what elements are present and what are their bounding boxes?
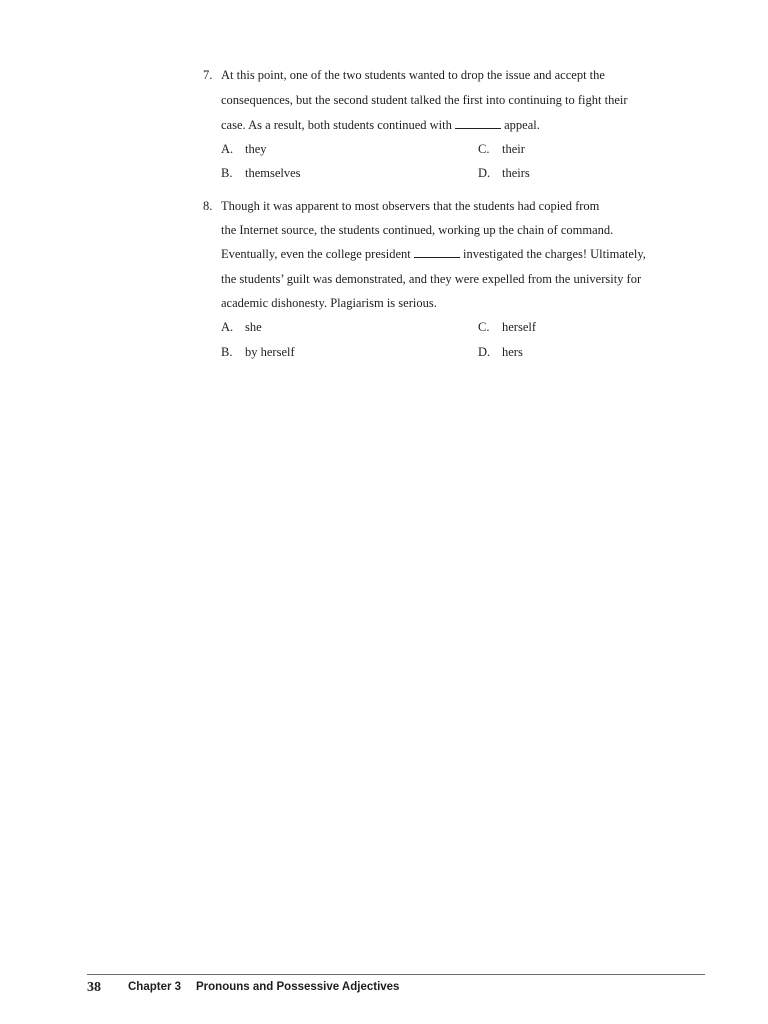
question-text-line: Eventually, even the college president investigated the charges! Ultimately, bbox=[221, 247, 646, 261]
question-text-line: academic dishonesty. Plagiarism is serious. bbox=[221, 296, 437, 310]
choice-letter: A. bbox=[221, 142, 234, 156]
choice-text: their bbox=[502, 142, 525, 156]
choice-letter: C. bbox=[478, 142, 490, 156]
question-text-line: the Internet source, the students continued, working up the chain of command. bbox=[221, 223, 614, 237]
question-text-line: consequences, but the second student talked the first into continuing to fight their bbox=[221, 93, 628, 107]
choice-text: hers bbox=[502, 345, 523, 359]
choice-text: she bbox=[245, 320, 262, 334]
question-text-line: the students’ guilt was demonstrated, and they were expelled from the university for bbox=[221, 272, 642, 286]
choice-text: theirs bbox=[502, 166, 530, 180]
answer-blank bbox=[455, 118, 501, 129]
choice-letter: A. bbox=[221, 320, 234, 334]
chapter-label: Chapter 3 bbox=[128, 981, 182, 993]
choice-text: they bbox=[245, 142, 267, 156]
choice-text: herself bbox=[502, 320, 537, 334]
footer-divider bbox=[87, 974, 705, 975]
choice-letter: D. bbox=[478, 345, 491, 359]
choice-letter: C. bbox=[478, 320, 490, 334]
page-number: 38 bbox=[87, 980, 101, 995]
question-text-line: At this point, one of the two students wanted to drop the issue and accept the bbox=[221, 68, 605, 82]
chapter-title: Pronouns and Possessive Adjectives bbox=[196, 981, 400, 993]
choice-letter: B. bbox=[221, 166, 233, 180]
question-number: 7. bbox=[203, 68, 213, 82]
choice-letter: D. bbox=[478, 166, 491, 180]
answer-blank bbox=[414, 247, 460, 258]
choice-text: by herself bbox=[245, 345, 295, 359]
question-text-line: Though it was apparent to most observers that the students had copied from bbox=[221, 199, 600, 213]
choice-text: themselves bbox=[245, 166, 301, 180]
question-text-line: case. As a result, both students continued with appeal. bbox=[221, 118, 540, 132]
choice-letter: B. bbox=[221, 345, 233, 359]
question-number: 8. bbox=[203, 199, 213, 213]
